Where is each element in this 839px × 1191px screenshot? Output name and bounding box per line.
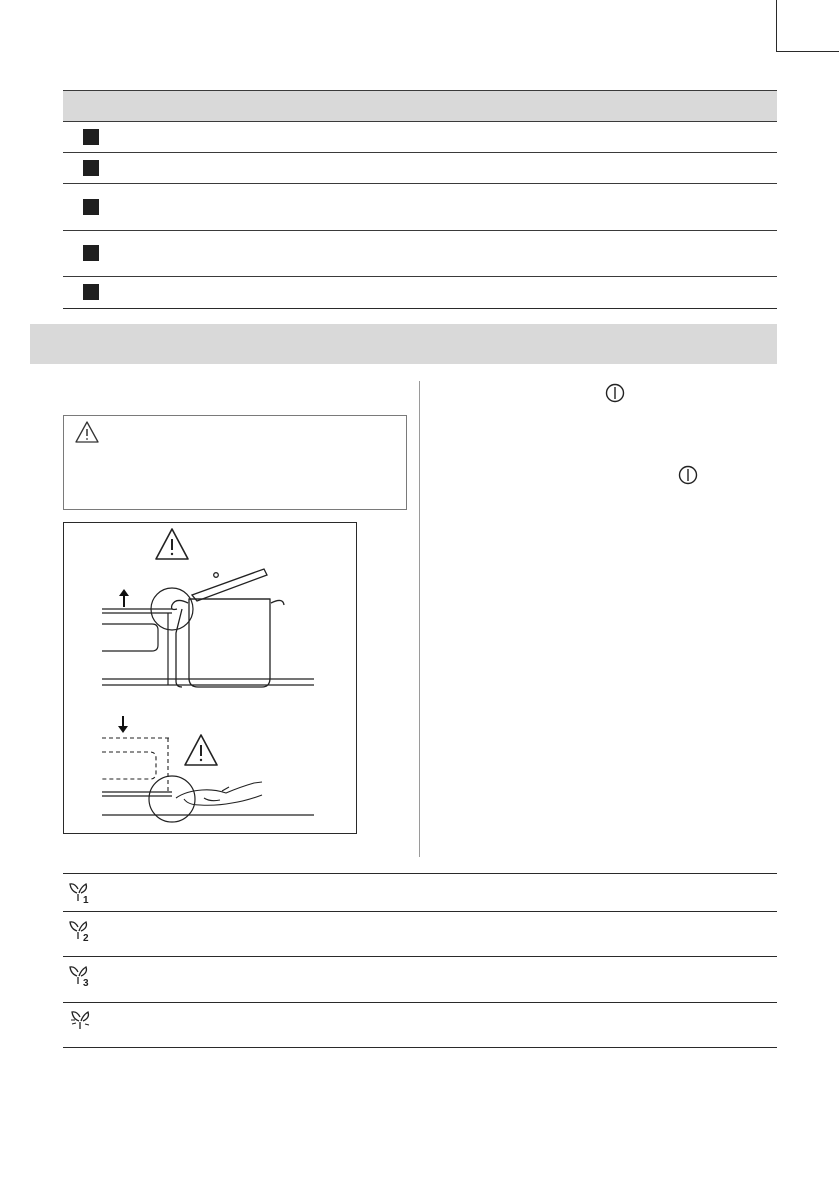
black-square-marker	[83, 245, 99, 261]
table-header	[63, 90, 777, 122]
fan-speed-icon	[67, 879, 93, 905]
black-square-marker	[83, 129, 99, 145]
black-square-marker	[83, 284, 99, 300]
table-row	[63, 122, 777, 153]
pot-icon	[172, 569, 284, 687]
power-icon	[604, 382, 626, 404]
fan-speed-icon	[67, 962, 93, 988]
table-row	[63, 153, 777, 184]
table-row	[63, 957, 777, 1003]
hand-icon	[176, 782, 262, 805]
column-divider	[419, 381, 420, 857]
pot-handle-illustration	[63, 522, 357, 834]
table-row	[63, 874, 777, 912]
black-square-marker	[83, 160, 99, 176]
svg-text:1: 1	[83, 895, 89, 905]
table-row	[63, 277, 777, 309]
fan-speed-table	[63, 873, 777, 1048]
top-table	[63, 90, 777, 309]
black-square-marker	[83, 199, 99, 215]
fan-speed-icon	[67, 917, 93, 943]
table-row	[63, 912, 777, 957]
section-header-bar	[30, 324, 777, 364]
table-row	[63, 184, 777, 231]
down-arrow-icon	[118, 716, 128, 733]
warning-box	[63, 415, 407, 510]
table-row	[63, 1003, 777, 1048]
power-icon	[677, 464, 699, 486]
table-row	[63, 231, 777, 277]
warning-triangle-icon	[156, 529, 188, 559]
crop-mark	[776, 0, 777, 52]
fan-boost-icon	[67, 1008, 93, 1034]
up-arrow-icon	[119, 589, 129, 607]
svg-text:2: 2	[83, 933, 89, 943]
svg-text:3: 3	[83, 978, 89, 988]
warning-triangle-icon	[185, 735, 217, 765]
warning-triangle-icon	[74, 420, 100, 444]
